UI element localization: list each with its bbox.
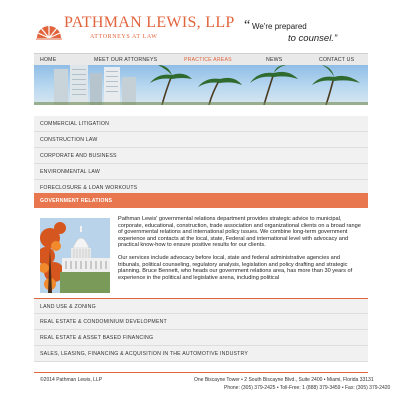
practice-item-label: GOVERNMENT RELATIONS (40, 198, 113, 204)
practice-item-label: COMMERCIAL LITIGATION (40, 121, 110, 127)
practice-item-land-use-zoning[interactable] (34, 298, 368, 314)
footer-copyright: ©2014 Pathman Lewis, LLP (40, 377, 103, 383)
practice-item-label: CORPORATE AND BUSINESS (40, 153, 117, 159)
firm-name: PATHMAN LEWIS, LLP (64, 14, 235, 31)
tagline-line1: We're prepared (252, 22, 307, 31)
practice-item-government-relations[interactable] (34, 193, 368, 209)
tagline-line2 (288, 33, 337, 44)
practice-item-environmental-law[interactable] (34, 164, 368, 180)
practice-item-label: CONSTRUCTION LAW (40, 137, 98, 143)
practice-item-corporate-and-business[interactable] (34, 148, 368, 164)
practice-item-label: SALES, LEASING, FINANCING & ACQUISITION IN THE AUTOMOTIVE INDUSTRY (40, 351, 249, 357)
nav-home[interactable]: HOME (40, 56, 57, 63)
government-relations-panel (34, 208, 368, 296)
logo[interactable] (34, 12, 235, 44)
government-relations-text (118, 216, 364, 287)
panel-paragraph-2: Our services include advocacy before local, state and federal administrative agencies and tribunals, political counseling, regulatory analysis, legislation and policy drafting and strategic planning. Bruce Bennett, who heads our government relations area, has more than 30 years of experience in the political and legislative arena, including political (118, 254, 353, 281)
footer-address: One Biscayne Tower • 2 South Biscayne Blvd., Suite 2400 • Miami, Florida 33131 (194, 377, 374, 383)
page (34, 0, 391, 400)
nav-practice-areas[interactable]: PRACTICE AREAS (184, 56, 232, 63)
tagline-quote-close: ” (333, 33, 338, 44)
practice-item-real-estate-condominium[interactable] (34, 314, 368, 330)
main-nav (34, 53, 368, 65)
tagline-line2-text: to counsel. (288, 33, 334, 44)
capitol-building-image (40, 218, 110, 293)
practice-item-label: REAL ESTATE & CONDOMINIUM DEVELOPMENT (40, 319, 167, 325)
footer-divider (34, 372, 368, 373)
practice-item-automotive-industry[interactable] (34, 346, 368, 362)
practice-item-label: FORECLOSURE & LOAN WORKOUTS (40, 185, 138, 191)
nav-news[interactable]: NEWS (266, 56, 283, 63)
practice-item-label: REAL ESTATE & ASSET BASED FINANCING (40, 335, 154, 341)
practice-item-real-estate-asset-financing[interactable] (34, 330, 368, 346)
nav-contact-us[interactable]: CONTACT US (319, 56, 355, 63)
practice-item-construction-law[interactable] (34, 132, 368, 148)
practice-item-commercial-litigation[interactable] (34, 116, 368, 132)
skyline-palms-image (34, 65, 368, 105)
tagline (244, 18, 366, 46)
sun-logo-icon (34, 12, 64, 42)
footer-phones: Phone: (305) 379-2425 • Toll-Free: 1 (888) 379-3459 • Fax: (305) 379-2420 (224, 385, 391, 391)
hero-banner (34, 65, 368, 105)
tagline-quote-open: “ (244, 18, 251, 33)
practice-item-label: ENVIRONMENTAL LAW (40, 169, 100, 175)
practice-item-label: LAND USE & ZONING (40, 304, 96, 310)
panel-paragraph-1: Pathman Lewis' governmental relations department provides strategic advice to municipal, corporate, educational, construction, trade association and organizational clients on a broad range of governmental relations and international policy issues. We combine long-term government experience and contacts at the local, state, Federal and international level with advocacy and practical know-how to ensure positive results for our clients. (118, 216, 361, 249)
firm-subtitle: ATTORNEYS AT LAW (90, 34, 158, 40)
nav-meet-our-attorneys[interactable]: MEET OUR ATTORNEYS (94, 56, 158, 63)
